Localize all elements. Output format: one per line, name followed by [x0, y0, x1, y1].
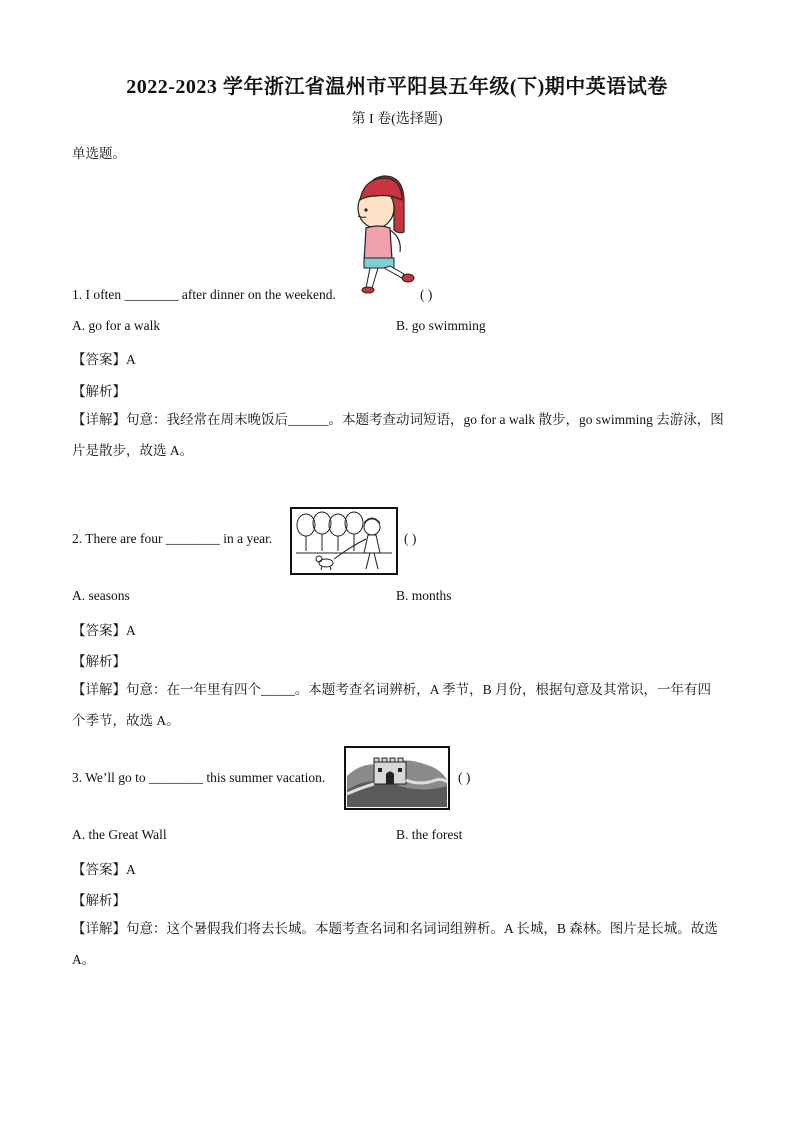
question-2-option-a: A. seasons [72, 588, 130, 603]
answer-label: 【答案】 [72, 862, 126, 877]
section-label: 单选题。 [72, 146, 126, 161]
detail-text: 句意：我经常在周末晚饭后______。本题考查动词短语，go for a walk 散步，go swimming 去游泳，图片是散步，故选 A。 [72, 412, 724, 458]
detail-text: 句意：这个暑假我们将去长城。本题考查名词和名词词组辨析。A 长城，B 森林。图片是长城。故选 A。 [72, 921, 718, 967]
question-3-stem: 3. We’ll go to ________ this summer vacation. [72, 770, 326, 785]
girl-walking-dog-picture [290, 507, 398, 575]
answer-value: A [126, 623, 136, 638]
question-3-answer-bracket: ( ) [458, 770, 471, 785]
question-2-stem: 2. There are four ________ in a year. [72, 531, 273, 546]
question-1-answer-bracket: ( ) [420, 287, 433, 302]
detail-label: 【详解】 [72, 921, 126, 936]
answer-label: 【答案】 [72, 623, 126, 638]
question-3-detail [72, 913, 724, 975]
question-1-analysis-label: 【解析】 [72, 384, 126, 399]
question-1-stem: 1. I often ________ after dinner on the weekend. [72, 287, 336, 302]
question-2-answer-bracket: ( ) [404, 531, 417, 546]
question-2-detail [72, 674, 724, 736]
question-2-option-b: B. months [396, 588, 452, 603]
question-1-answer [72, 348, 136, 368]
question-2-analysis-label: 【解析】 [72, 654, 126, 669]
answer-value: A [126, 862, 136, 877]
question-2-answer [72, 619, 136, 639]
walking-girl-picture [346, 170, 418, 298]
question-1-option-b: B. go swimming [396, 318, 486, 333]
question-1-detail [72, 404, 724, 466]
detail-label: 【详解】 [72, 412, 126, 427]
question-3-option-b: B. the forest [396, 827, 463, 842]
page-title: 2022-2023 学年浙江省温州市平阳县五年级(下)期中英语试卷 [126, 76, 668, 98]
answer-value: A [126, 352, 136, 367]
page-subtitle: 第 I 卷(选择题) [351, 112, 443, 127]
question-1-option-a: A. go for a walk [72, 318, 161, 333]
question-3-analysis-label: 【解析】 [72, 893, 126, 908]
question-3-option-a: A. the Great Wall [72, 827, 167, 842]
great-wall-picture [344, 746, 450, 810]
detail-label: 【详解】 [72, 682, 126, 697]
question-3-answer [72, 858, 136, 878]
answer-label: 【答案】 [72, 352, 126, 367]
detail-text: 句意：在一年里有四个_____。本题考查名词辨析，A 季节，B 月份，根据句意及其常识，一年有四个季节，故选 A。 [72, 682, 712, 728]
